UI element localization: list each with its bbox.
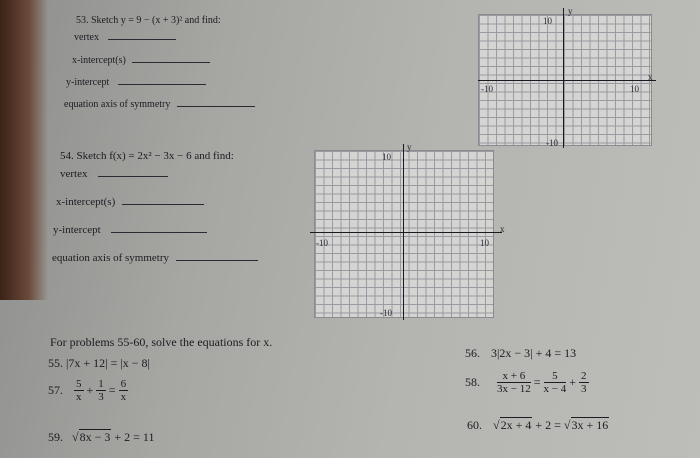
problem-58-fraction-2: $\frac{5}{x - 4}$ bbox=[543, 370, 567, 395]
problem-53-vertex-label: vertex bbox=[74, 32, 99, 43]
problem-55-equation: |7x + 12| = |x − 8| bbox=[66, 356, 150, 370]
graph-54-x-axis bbox=[310, 232, 502, 233]
problem-54-header: 54. Sketch f(x) = 2x² − 3x − 6 and find: bbox=[60, 150, 234, 162]
problem-54-xint-row bbox=[56, 194, 204, 208]
problem-60-middle: + 2 = bbox=[532, 418, 564, 432]
problem-54-yint-blank[interactable] bbox=[111, 222, 207, 233]
problem-53-axis-row bbox=[64, 96, 255, 110]
graph-54-x-label: x bbox=[500, 224, 505, 234]
problem-57-fraction-3: $\frac{6}{x}$ bbox=[120, 378, 127, 403]
problem-60-number: 60. bbox=[467, 418, 482, 432]
problem-54-vertex-blank[interactable] bbox=[98, 166, 168, 177]
problem-53-yint-label: y-intercept bbox=[66, 77, 110, 88]
problem-53-axis-label: equation axis of symmetry bbox=[64, 99, 171, 110]
problem-53-yint-blank[interactable] bbox=[118, 74, 206, 85]
problem-60-radicand-1: 2x + 4 bbox=[500, 418, 532, 432]
sqrt-symbol: √ bbox=[72, 430, 79, 444]
problem-57: 57. $\frac{5}{x}$ + $\frac{1}{3}$ = $\frac{6}{x}$ bbox=[48, 378, 127, 403]
problem-53-xint-blank[interactable] bbox=[132, 52, 210, 63]
graph-54-bottom-label: -10 bbox=[380, 308, 392, 318]
problem-53-xint-label: x-intercept(s) bbox=[72, 55, 126, 66]
problem-60 bbox=[467, 418, 609, 433]
problem-54-xint-label: x-intercept(s) bbox=[56, 196, 116, 208]
graph-53-x-axis bbox=[478, 80, 656, 81]
graph-54-right-label: 10 bbox=[480, 238, 489, 248]
problem-56-equation: 3|2x − 3| + 4 = 13 bbox=[491, 346, 577, 360]
graph-53-right-label: 10 bbox=[630, 84, 639, 94]
problem-57-fraction-1: $\frac{5}{x}$ bbox=[76, 378, 82, 403]
problem-54-axis-label: equation axis of symmetry bbox=[52, 252, 170, 264]
problem-53-header: 53. Sketch y = 9 − (x + 3)² and find: bbox=[76, 15, 221, 26]
graph-53-bottom-label: -10 bbox=[546, 138, 558, 148]
problem-53-vertex-blank[interactable] bbox=[108, 29, 176, 40]
problem-53-xint-row bbox=[72, 52, 210, 66]
problem-59-radicand: 8x − 3 bbox=[79, 430, 111, 444]
problem-54-vertex-row bbox=[60, 166, 168, 180]
problem-60-radicand-2: 3x + 16 bbox=[571, 418, 609, 432]
graph-53-top-label: 10 bbox=[543, 16, 552, 26]
background-edge bbox=[0, 0, 48, 300]
problem-54-axis-row bbox=[52, 250, 258, 264]
problem-57-number: 57. bbox=[48, 383, 63, 397]
problem-58: 58. $\frac{x + 6}{3x - 12}$ = $\frac{5}{x - 4}$ + $\frac{2}{3}$ bbox=[465, 370, 587, 395]
graph-grid-54[interactable] bbox=[314, 150, 494, 318]
graph-54-y-axis bbox=[403, 144, 404, 320]
problem-54-yint-label: y-intercept bbox=[53, 224, 101, 236]
sqrt-symbol: √ bbox=[563, 418, 571, 432]
problem-54-yint-row bbox=[53, 222, 207, 236]
problem-58-fraction-1: $\frac{x + 6}{3x - 12}$ bbox=[497, 370, 531, 395]
problem-56-number: 56. bbox=[465, 346, 480, 360]
graph-53-x-label: x bbox=[648, 72, 653, 82]
problem-54-axis-blank[interactable] bbox=[176, 250, 258, 261]
problem-55-number: 55. bbox=[48, 356, 63, 370]
problem-54-xint-blank[interactable] bbox=[122, 194, 204, 205]
problem-53-vertex-row bbox=[74, 29, 176, 43]
problem-59-number: 59. bbox=[48, 430, 63, 444]
problem-55 bbox=[48, 356, 150, 371]
problem-58-number: 58. bbox=[465, 375, 480, 389]
graph-54-top-label: 10 bbox=[382, 152, 391, 162]
instructions-text: For problems 55-60, solve the equations for x. bbox=[50, 335, 273, 349]
problem-53-yint-row bbox=[66, 74, 206, 88]
problem-56 bbox=[465, 346, 576, 361]
graph-53-y-axis bbox=[563, 8, 564, 148]
sqrt-symbol: √ bbox=[493, 418, 500, 432]
problem-58-fraction-3: $\frac{2}{3}$ bbox=[581, 370, 587, 395]
problem-59 bbox=[48, 430, 154, 445]
problem-54-vertex-label: vertex bbox=[60, 168, 88, 180]
graph-53-y-label: y bbox=[568, 6, 573, 16]
problem-57-fraction-2: $\frac{1}{3}$ bbox=[98, 378, 104, 403]
graph-54-y-label: y bbox=[407, 142, 412, 152]
graph-54-left-label: -10 bbox=[316, 238, 328, 248]
problem-59-rest: + 2 = 11 bbox=[111, 430, 155, 444]
graph-53-left-label: -10 bbox=[481, 84, 493, 94]
problem-53-axis-blank[interactable] bbox=[177, 96, 255, 107]
